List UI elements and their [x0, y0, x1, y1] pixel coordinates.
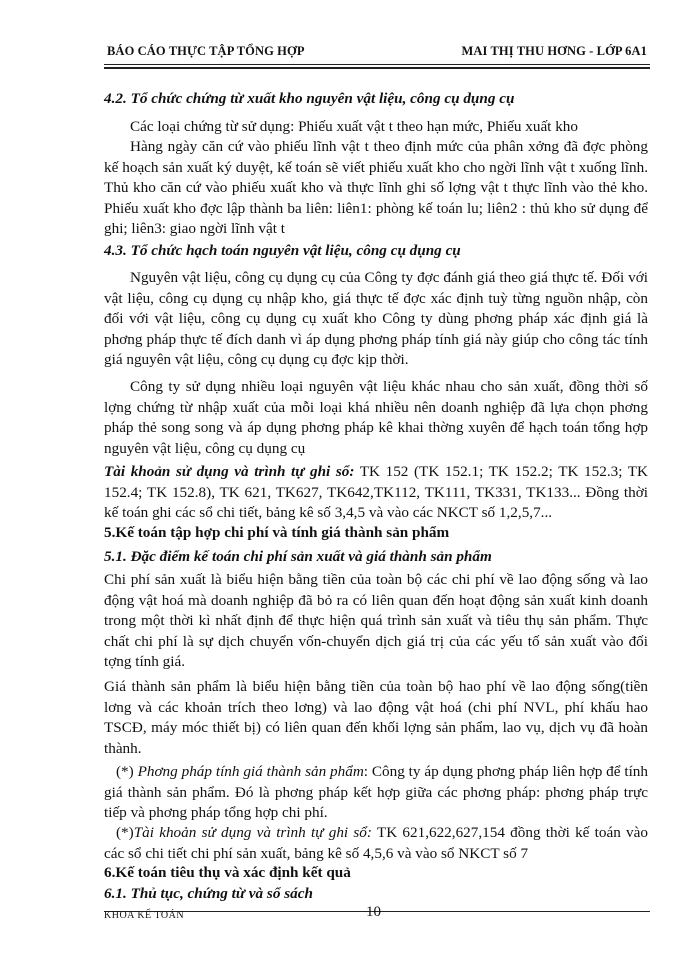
- paragraph-5-1-pricing-method: [104, 762, 648, 824]
- page-number: 10: [366, 904, 381, 920]
- bullet-marker: (*): [116, 763, 138, 780]
- paragraph-4-2-voucher-types: Các loại chứng từ sử dụng: Phiếu xuất vật t theo hạn mức, Phiếu xuất kho: [130, 118, 578, 135]
- heading-5-1: 5.1. Đặc điểm kế toán chi phí sản xuất và giá thành sản phẩm: [104, 548, 492, 565]
- heading-6: 6.Kế toán tiêu thụ và xác định kết quả: [104, 864, 351, 881]
- paragraph-4-3-method: Công ty sử dụng nhiều loại nguyên vật liệu khác nhau cho sản xuất, đồng thời số lợng chứng từ nhập xuất của mỗi loại khá nhiều nên doanh nghiệp đã lựa chọn phơng pháp thẻ song song và áp dụng phơng pháp kê khai thờng xuyên để hạch toán tổng hợp nguyên vật liệu, công cụ dụng cụ: [104, 378, 648, 457]
- paragraph-4-3-valuation: Nguyên vật liệu, công cụ dụng cụ của Công ty đợc đánh giá theo giá thực tế. Đối với vật liệu, công cụ dụng cụ nhập kho, giá thực tế đợc xác định tuỳ từng nguồn nhập, còn đối với vật liệu, công cụ dụng cụ xuất kho Công ty dùng phơng pháp xác định giá là phơng pháp thực tế đích danh vì áp dụng phơng pháp tính giá này giúp cho công tác tính giá nguyên vật liệu, công cụ dụng cụ đợc kịp thời.: [104, 269, 648, 368]
- heading-5: 5.Kế toán tập hợp chi phí và tính giá thành sản phẩm: [104, 524, 450, 541]
- page-header: [107, 44, 647, 62]
- header-author-class: MAI THỊ THU HƠNG - LỚP 6A1: [461, 44, 647, 58]
- heading-4-3: 4.3. Tổ chức hạch toán nguyên vật liệu, công cụ dụng cụ: [104, 242, 461, 259]
- header-rule-thin: [104, 64, 650, 65]
- accounts-label: Tài khoản sử dụng và trình tự ghi sổ:: [133, 824, 372, 841]
- header-report-title: BÁO CÁO THỰC TẬP TỔNG HỢP: [107, 44, 305, 58]
- pricing-method-label: Phơng pháp tính giá thành sản phẩm: [137, 763, 364, 780]
- paragraph-4-2-procedure: Hàng ngày căn cứ vào phiếu lĩnh vật t theo định mức của phân xởng đã đợc phòng kế hoạch sản xuất ký duyệt, kế toán sẽ viết phiếu xuất kho cho ngời lĩnh vật t xuống lĩnh. Thủ kho căn cứ vào phiếu xuất kho và thực lĩnh ghi số lợng vật t thực lĩnh vào thẻ kho. Phiếu xuất kho đợc lập thành ba liên: liên1: phòng kế toán lu; liên2 : thủ kho sử dụng để ghi; liên3: giao ngời lĩnh vật t: [104, 138, 648, 237]
- header-rule-thick: [104, 67, 650, 69]
- heading-6-1: 6.1. Thủ tục, chứng từ và sổ sách: [104, 885, 313, 902]
- paragraph-4-3-accounts: [104, 462, 648, 524]
- pricing-method-text: : Công ty áp dụng phơng pháp liên hợp để tính giá thành sản phẩm. Đó là phơng pháp kết hợp giữa các phơng pháp: phơng pháp trực tiếp và phơng pháp tổng hợp chi phí.: [104, 763, 648, 821]
- accounts-text: TK 621,622,627,154 đồng thời kế toán vào các sổ chi tiết chi phí sản xuất, bảng kê số 4,5,6 và vào sổ NKCT số 7: [104, 824, 648, 862]
- heading-4-2: 4.2. Tổ chức chứng từ xuất kho nguyên vật liệu, công cụ dụng cụ: [104, 90, 515, 107]
- accounts-label: Tài khoản sử dụng và trình tự ghi sổ:: [104, 463, 355, 480]
- paragraph-5-1-price-definition: Giá thành sản phẩm là biểu hiện bằng tiền của toàn bộ hao phí về lao động sống(tiền lơng và các khoản trích theo lơng) và lao động vật hoá (chi phí NVL, phí khấu hao TSCĐ, máy móc thiết bị) có liên quan đến khối lợng sản phẩm, lao vụ, dịch vụ đã hoàn thành.: [104, 678, 648, 757]
- footer-faculty: KHOA KẾ TOÁN: [104, 910, 185, 921]
- bullet-marker: (*): [116, 824, 134, 841]
- paragraph-5-1-cost-definition: Chi phí sản xuất là biểu hiện bằng tiền của toàn bộ các chi phí về lao động sống và lao động vật hoá mà doanh nghiệp đã bỏ ra có liên quan đến hoạt động sản xuất kinh doanh trong một thời kì nhất định để thực hiện quá trình sản xuất và tiêu thụ sản phẩm. Thực chất chi phí là sự dịch chuyển vốn-chuyển dịch giá trị của các yếu tố sản xuất vào đối tợng tính giá.: [104, 571, 648, 670]
- paragraph-5-1-accounts: [104, 823, 648, 864]
- accounts-text: TK 152 (TK 152.1; TK 152.2; TK 152.3; TK 152.4; TK 152.8), TK 621, TK627, TK642,TK112, TK111, TK331, TK133... Đồng thời kế toán ghi các sổ chi tiết, bảng kê số 3,4,5 và vào các NKCT số 1,2,5,7...: [104, 463, 649, 521]
